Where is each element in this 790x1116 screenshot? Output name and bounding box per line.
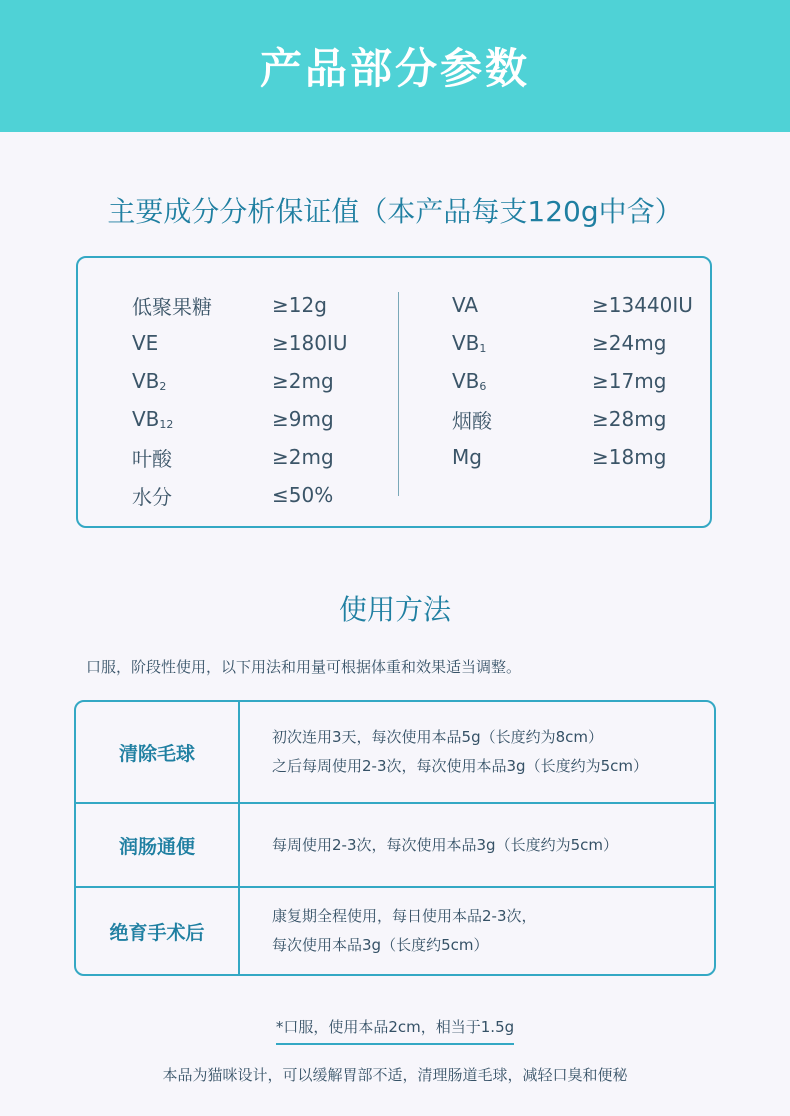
ingredient-value: ≥13440IU <box>592 293 693 317</box>
analysis-right-column <box>452 286 742 476</box>
usage-title: 使用方法 <box>338 593 451 626</box>
ingredient-name: $VB_{12}$ <box>132 407 174 431</box>
column-divider <box>398 292 399 496</box>
ingredient-value: ≥2mg <box>272 369 334 393</box>
usage-category: 润肠通便 <box>76 804 240 886</box>
usage-line: 每次使用本品3g（长度约5cm） <box>272 936 489 954</box>
usage-intro: 口服，阶段性使用，以下用法和用量可根据体重和效果适当调整。 <box>86 658 522 676</box>
analysis-row <box>452 324 742 362</box>
dosage-note <box>0 1016 790 1045</box>
usage-line: 康复期全程使用，每日使用本品2-3次， <box>272 907 537 925</box>
usage-line: 初次连用3天，每次使用本品5g（长度约为8cm） <box>272 728 604 746</box>
analysis-row <box>452 400 742 438</box>
usage-row <box>76 702 714 802</box>
usage-description <box>240 804 618 886</box>
footer-text: 本品为猫咪设计，可以缓解胃部不适，清理肠道毛球，减轻口臭和便秘 <box>162 1066 628 1084</box>
ingredient-name: VA <box>452 293 479 317</box>
analysis-row <box>452 438 742 476</box>
analysis-box <box>76 256 712 528</box>
analysis-row <box>132 286 422 324</box>
analysis-row <box>132 476 422 514</box>
ingredient-value: ≥12g <box>272 293 327 317</box>
analysis-row <box>132 324 422 362</box>
ingredient-name: Mg <box>452 445 482 469</box>
ingredient-name: 叶酸 <box>132 446 172 471</box>
ingredient-value: ≥2mg <box>272 445 334 469</box>
ingredient-value: ≥28mg <box>592 407 667 431</box>
ingredient-value: ≥180IU <box>272 331 348 355</box>
usage-description <box>240 702 648 802</box>
ingredient-name: 烟酸 <box>452 408 492 433</box>
ingredient-value: ≤50% <box>272 483 334 507</box>
usage-line: 每周使用2-3次，每次使用本品3g（长度约为5cm） <box>272 835 618 854</box>
usage-table <box>74 700 716 976</box>
usage-description <box>240 888 537 974</box>
ingredient-value: ≥18mg <box>592 445 667 469</box>
ingredient-name: VE <box>132 331 159 355</box>
ingredient-name: $VB_2$ <box>132 369 167 393</box>
ingredient-name: 水分 <box>132 484 172 509</box>
usage-category: 绝育手术后 <box>76 888 240 974</box>
ingredient-value: ≥9mg <box>272 407 334 431</box>
usage-row <box>76 804 714 886</box>
analysis-row <box>132 400 422 438</box>
usage-category: 清除毛球 <box>76 702 240 802</box>
ingredient-name: 低聚果糖 <box>132 294 212 319</box>
analysis-title: 主要成分分析保证值（本产品每支120g中含） <box>107 195 683 228</box>
page-title: 产品部分参数 <box>259 44 530 93</box>
ingredient-name: $VB_1$ <box>452 331 487 355</box>
analysis-row <box>132 438 422 476</box>
dosage-note-text: *口服，使用本品2cm，相当于1.5g <box>276 1016 514 1045</box>
usage-line: 之后每周使用2-3次，每次使用本品3g（长度约为5cm） <box>272 757 648 775</box>
analysis-row <box>132 362 422 400</box>
analysis-row <box>452 362 742 400</box>
ingredient-name: $VB_6$ <box>452 369 487 393</box>
header-banner <box>0 0 790 132</box>
analysis-left-column <box>132 286 422 514</box>
usage-row <box>76 888 714 974</box>
ingredient-value: ≥17mg <box>592 369 667 393</box>
ingredient-value: ≥24mg <box>592 331 667 355</box>
analysis-row <box>452 286 742 324</box>
